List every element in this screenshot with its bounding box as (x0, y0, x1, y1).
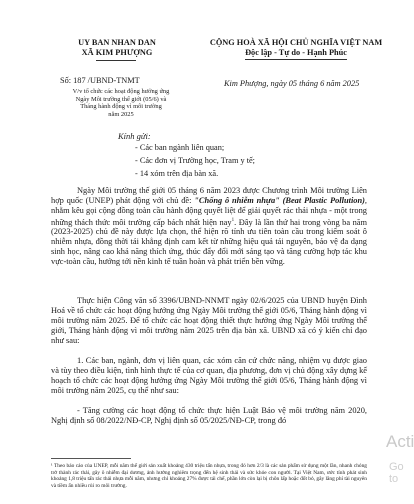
activation-watermark: Acti (386, 432, 414, 451)
addressee-label: Kính gửi: (118, 131, 151, 141)
issuing-authority (52, 38, 182, 58)
intro-text-c: . Đây là lần thứ hai trong vòng ba năm (2023-2025) chủ đề này được lựa chọn, thể hiện rõ tính ưu tiên toàn cầu trong kiểm soát ô nhiễm nhựa, đồng thời tái khẳng định cam kết từ những hiệu quả tái nguyên, bảo vệ đa dạng sinh học, nâng cao khả năng thích ứng, thúc đẩy đổi mới sáng tạo và tăng cường hợp tác khu vực-toàn cầu, hướng tới nền kinh tế tuần hoàn và phát triển bền vững. (51, 217, 367, 267)
subject-line-3: Tháng hành động vì môi trường (80, 103, 162, 111)
document-subject (47, 88, 195, 118)
national-title (196, 38, 396, 60)
subject-line-2: Ngày Môi trường thế giới (05/6) và (75, 95, 167, 103)
subject-line-1: V/v tổ chức các hoạt động hưởng ứng (72, 88, 170, 95)
intro-text-b: , nhằm kêu gọi cộng đồng toàn cầu hành động quyết liệt để giải quyết rác thải nhựa - một trong những thách thức môi trường cấp bách nhất hiện nay (51, 195, 368, 227)
authority-line-1: UY BAN NHAN DAN (78, 38, 156, 47)
authority-underline (96, 60, 136, 61)
recipient-item: - 14 xóm trên địa bàn xã. (135, 169, 219, 178)
paragraph-subitem: - Tăng cường các hoạt động tổ chức thực hiện Luật Bảo vệ môi trường năm 2020, Nghị định số 08/2022/NĐ-CP, Nghị định số 05/2025/NĐ-CP, trong đó (51, 406, 367, 425)
footnote-text: ¹ Theo báo cáo của UNEP, mỗi năm thế giới sản xuất khoảng 430 triệu tấn nhựa, trong đó hơn 2/3 là các sản phẩm sử dụng một lần, nhanh chóng trở thành rác thải, gây ô nhiễm đại dương, ảnh hưởng nghiêm trọng đến hệ sinh thái và sức khỏe con người. Tại Việt Nam, ước tính phát sinh khoảng 1,8 triệu tấn rác thải nhựa mỗi năm, nhưng chỉ khoảng 27% được tái chế, phần lớn còn lại bị chôn lấp hoặc đốt bỏ, gây lãng phí tài nguyên và tiềm ẩn nhiều rủi ro môi trường. (51, 463, 367, 490)
activation-watermark-sub: Go to (389, 461, 404, 485)
intro-text-a: Ngày Môi trường thế giới 05 tháng 6 năm 2023 được Chương trình Môi trường Liên hợp quốc (UNEP) phát động với chủ đề: (51, 186, 367, 205)
paragraph-directive-basis: Thực hiện Công văn số 3396/UBND-NNMT ngày 02/6/2025 của UBND huyện Đình Hoá về tổ chức các hoạt động hưởng ứng Ngày Môi trường thế giới 05/6, Tháng hành động vì môi trường năm 2025. Để tổ chức các hoạt động thiết thực hưởng ứng Ngày Môi trường thế giới, Tháng hành động vì môi trường năm 2025 trên địa bàn xã. UBND xã có ý kiến chỉ đạo như sau: (51, 296, 367, 345)
recipient-item: - Các đơn vị Trường học, Tram y tế; (135, 156, 255, 165)
paragraph-item-1: 1. Các ban, ngành, đơn vị liên quan, các xóm căn cứ chức năng, nhiệm vụ được giao và tùy theo điều kiện, tình hình thực tế của cơ quan, địa phương, đơn vị chủ động xây dựng kế hoạch tổ chức các hoạt động hưởng ứng Ngày Môi trường thế giới 05/6, Tháng hành động vì môi trường năm 2025, cụ thể như sau: (51, 356, 368, 395)
subject-line-4: năm 2025 (108, 110, 134, 118)
document-number: Số: 187 /UBND-TNMT (60, 76, 140, 85)
paragraph-intro (51, 186, 367, 267)
footnote-divider (51, 458, 131, 459)
country-name: CỘNG HOÀ XÃ HỘI CHỦ NGHĨA VIỆT NAM (209, 38, 383, 47)
campaign-theme: "Chống ô nhiễm nhựa" (Beat Plastic Pollution) (194, 195, 365, 205)
recipient-item: - Các ban ngành liên quan; (135, 143, 225, 152)
national-motto: Độc lập - Tự do - Hạnh Phúc (245, 48, 347, 60)
footnote-marker: 1 (231, 217, 235, 223)
authority-line-2: XÃ KIM PHƯỢNG (81, 48, 153, 57)
document-date: Kim Phượng, ngày 05 tháng 6 năm 2025 (224, 79, 360, 88)
